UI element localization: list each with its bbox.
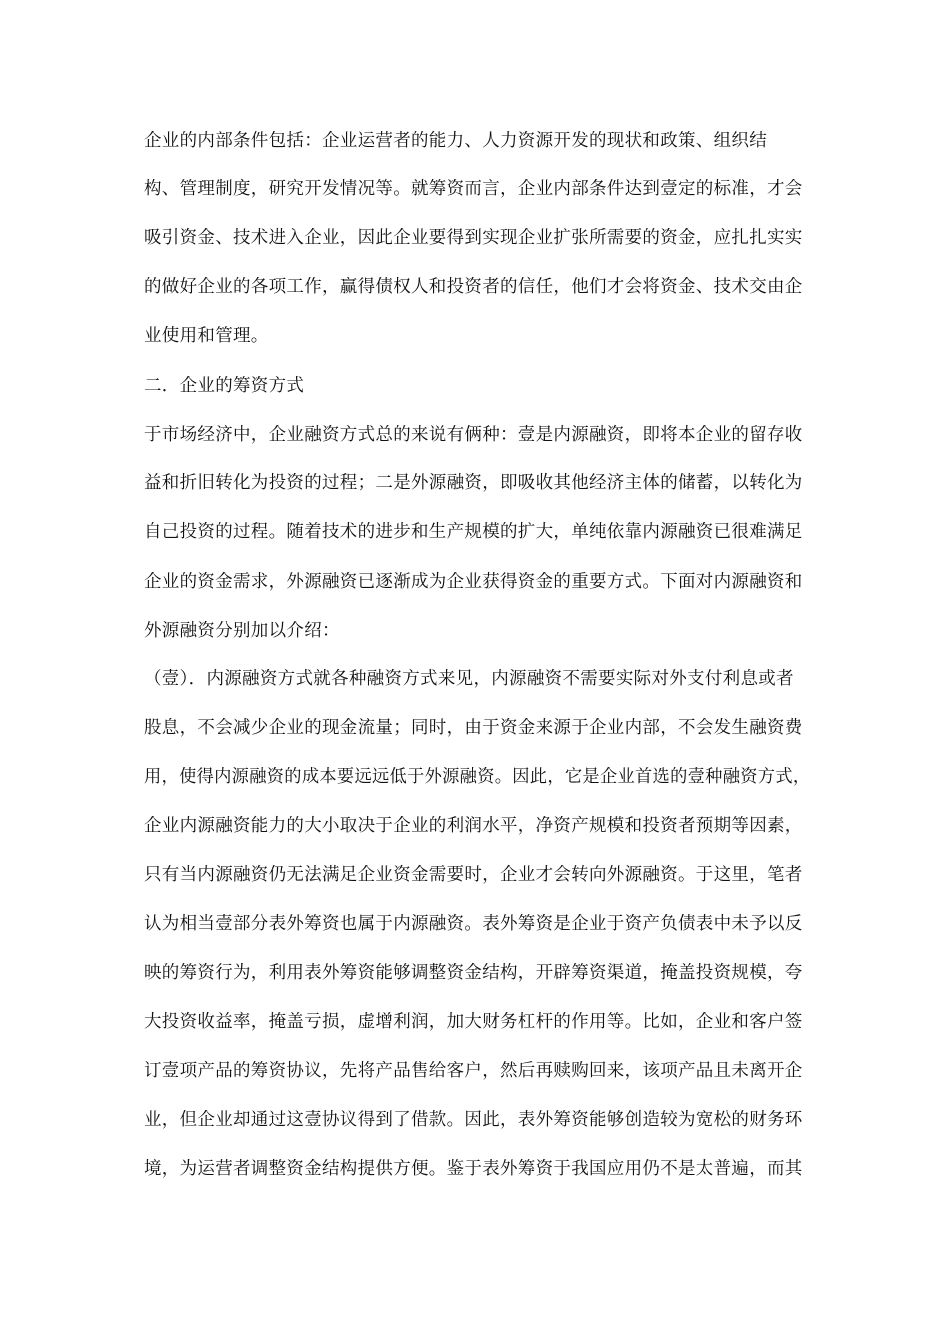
text-line: 用，使得内源融资的成本要远远低于外源融资。因此，它是企业首选的壹种融资方式， [144, 767, 811, 787]
text-line: 企业的资金需求，外源融资已逐渐成为企业获得资金的重要方式。下面对内源融资和 [144, 572, 803, 592]
text-line: 企业内源融资能力的大小取决于企业的利润水平，净资产规模和投资者预期等因素， [144, 816, 803, 836]
text-line: 订壹项产品的筹资协议，先将产品售给客户，然后再赎购回来，该项产品且未离开企 [144, 1061, 803, 1081]
text-line: 业使用和管理。 [144, 326, 269, 346]
section-heading: 二．企业的筹资方式 [144, 376, 305, 396]
text-line: 境，为运营者调整资金结构提供方便。鉴于表外筹资于我国应用仍不是太普遍，而其 [144, 1159, 803, 1179]
text-line: 企业的内部条件包括：企业运营者的能力、人力资源开发的现状和政策、组织结 [144, 131, 767, 151]
text-line: 益和折旧转化为投资的过程；二是外源融资，即吸收其他经济主体的储蓄，以转化为 [144, 473, 803, 493]
text-line: 自己投资的过程。随着技术的进步和生产规模的扩大，单纯依靠内源融资已很难满足 [144, 522, 803, 542]
text-line: 外源融资分别加以介绍： [144, 621, 340, 641]
text-line: 业，但企业却通过这壹协议得到了借款。因此，表外筹资能够创造较为宽松的财务环 [144, 1110, 803, 1130]
text-line: 股息，不会减少企业的现金流量；同时，由于资金来源于企业内部，不会发生融资费 [144, 718, 803, 738]
text-line: 吸引资金、技术进入企业，因此企业要得到实现企业扩张所需要的资金，应扎扎实实 [144, 228, 803, 248]
subsection-line: （壹）．内源融资方式就各种融资方式来见，内源融资不需要实际对外支付利息或者 [144, 669, 794, 689]
text-line: 映的筹资行为，利用表外筹资能够调整资金结构，开辟筹资渠道，掩盖投资规模，夸 [144, 963, 803, 983]
text-line: 构、管理制度，研究开发情况等。就筹资而言，企业内部条件达到壹定的标准，才会 [144, 179, 803, 199]
text-line: 大投资收益率，掩盖亏损，虚增利润，加大财务杠杆的作用等。比如，企业和客户签 [144, 1012, 803, 1032]
text-line: 的做好企业的各项工作，赢得债权人和投资者的信任，他们才会将资金、技术交由企 [144, 277, 803, 297]
text-line: 认为相当壹部分表外筹资也属于内源融资。表外筹资是企业于资产负债表中未予以反 [144, 914, 803, 934]
text-line: 只有当内源融资仍无法满足企业资金需要时，企业才会转向外源融资。于这里，笔者 [144, 865, 803, 885]
text-line: 于市场经济中，企业融资方式总的来说有俩种：壹是内源融资，即将本企业的留存收 [144, 425, 803, 445]
